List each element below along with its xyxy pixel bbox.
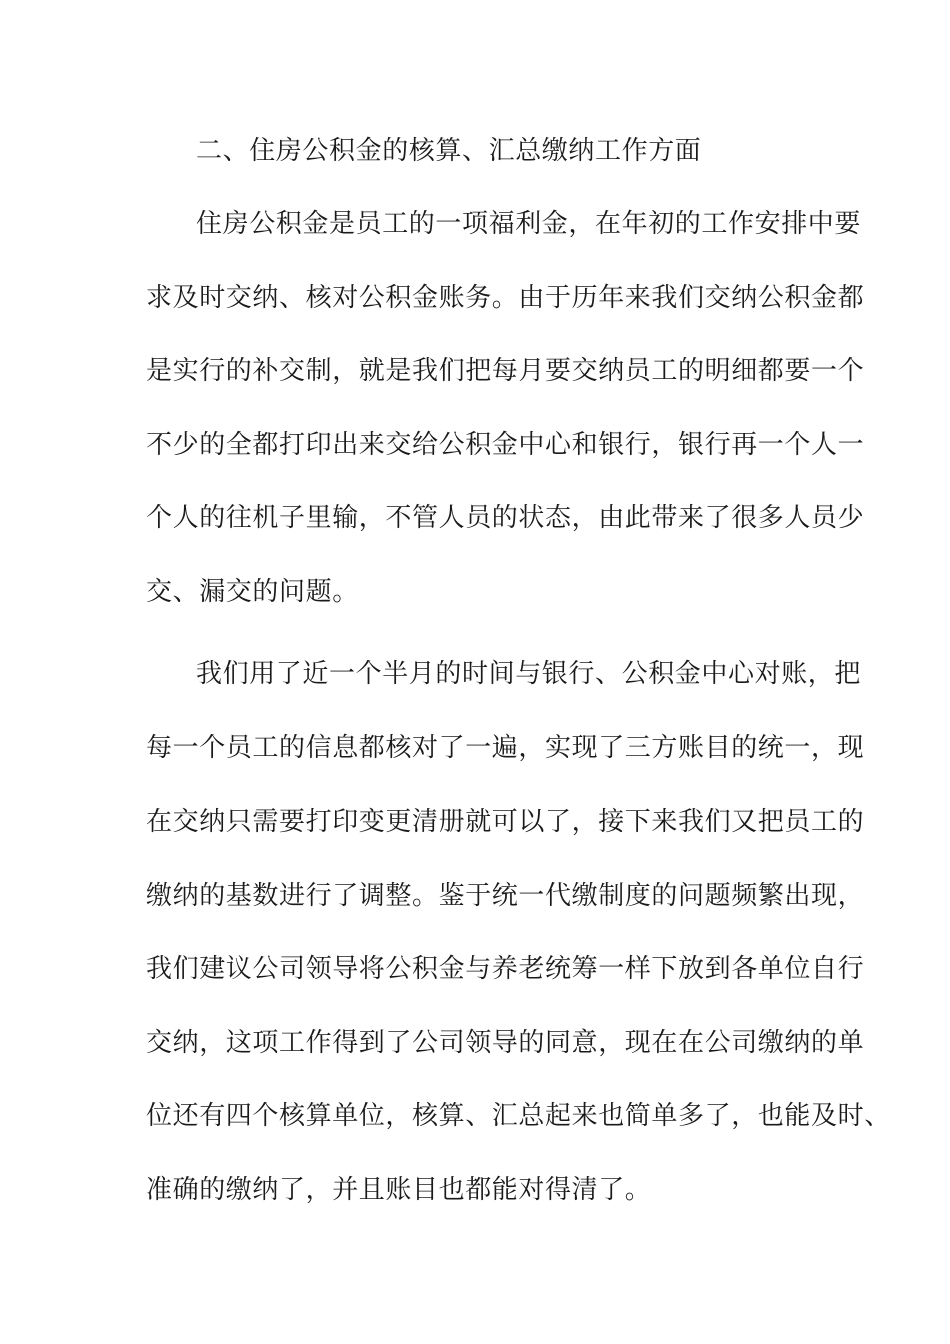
paragraph-line: 缴纳的基数进行了调整。鉴于统一代缴制度的问题频繁出现， bbox=[146, 881, 865, 911]
paragraph-line: 求及时交纳、核对公积金账务。由于历年来我们交纳公积金都 bbox=[146, 283, 865, 313]
paragraph-line: 交、漏交的问题。 bbox=[146, 577, 359, 607]
paragraph-line: 在交纳只需要打印变更清册就可以了，接下来我们又把员工的 bbox=[146, 807, 865, 837]
paragraph-line: 位还有四个核算单位，核算、汇总起来也简单多了，也能及时、 bbox=[146, 1101, 891, 1131]
paragraph-line: 我们用了近一个半月的时间与银行、公积金中心对账，把 bbox=[196, 659, 862, 689]
paragraph-line: 个人的往机子里输，不管人员的状态，由此带来了很多人员少 bbox=[146, 503, 865, 533]
paragraph-line: 准确的缴纳了，并且账目也都能对得清了。 bbox=[146, 1175, 652, 1205]
paragraph-line: 不少的全都打印出来交给公积金中心和银行，银行再一个人一 bbox=[146, 430, 865, 460]
paragraph-line: 住房公积金是员工的一项福利金，在年初的工作安排中要 bbox=[196, 209, 862, 239]
paragraph-line: 每一个员工的信息都核对了一遍，实现了三方账目的统一，现 bbox=[146, 733, 865, 763]
section-heading: 二、住房公积金的核算、汇总缴纳工作方面 bbox=[196, 136, 702, 166]
paragraph-line: 是实行的补交制，就是我们把每月要交纳员工的明细都要一个 bbox=[146, 356, 865, 386]
paragraph-line: 交纳，这项工作得到了公司领导的同意，现在在公司缴纳的单 bbox=[146, 1028, 865, 1058]
paragraph-line: 我们建议公司领导将公积金与养老统筹一样下放到各单位自行 bbox=[146, 954, 865, 984]
